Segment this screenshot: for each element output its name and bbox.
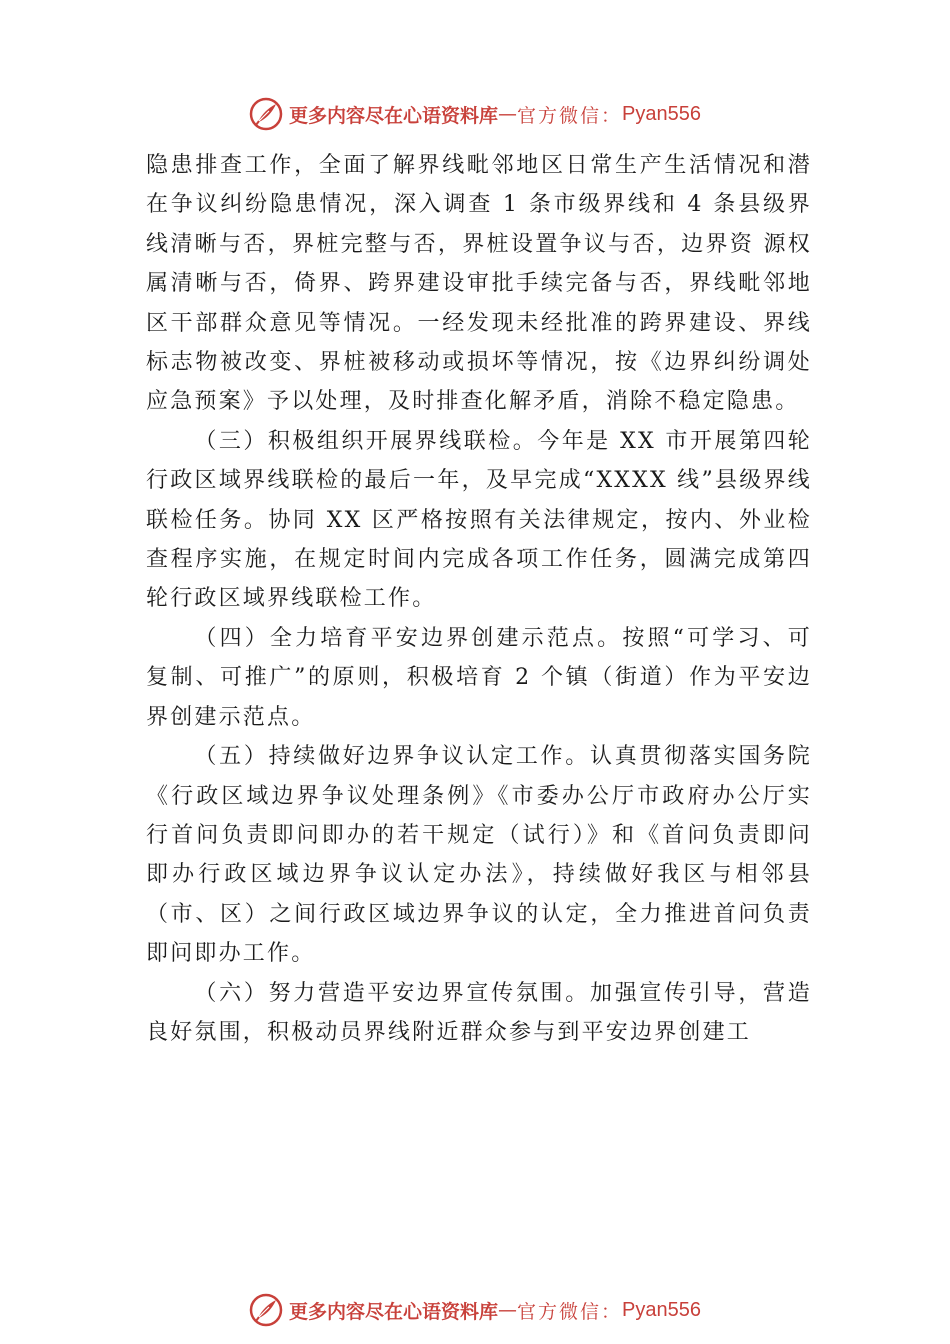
watermark-wechat-id: Pyan556 [622, 102, 701, 125]
paragraph-section-6: （六）努力营造平安边界宣传氛围。加强宣传引导，营造良好氛围，积极动员界线附近群众参与到平安边界创建工 [146, 980, 812, 1045]
feather-seal-icon [249, 1293, 283, 1327]
paragraph-section-5: （五）持续做好边界争议认定工作。认真贯彻落实国务院《行政区域边界争议处理条例》《市委办公厅市政府办公厅实行首问负责即问即办的若干规定（试行）》和《首问负责即问即办行政区域边界争议认定办法》，持续做好我区与相邻县（市、区）之间行政区域边界争议的认定，全力推进首问负责即问即办工作。 [146, 744, 812, 967]
watermark-separator: — [498, 103, 518, 125]
paragraph-continuation: 隐患排查工作，全面了解界线毗邻地区日常生产生活情况和潜在争议纠纷隐患情况，深入调查 1 条市级界线和 4 条县级界线清晰与否，界桩完整与否，界桩设置争议与否，边界资 源权属清晰与否，倚界、跨界建设审批手续完备与否，界线毗邻地区干部群众意见等情况。一经发现未经批准的跨界建设、界线标志物被改变、界桩被移动或损坏等情况，按《边界纠纷调处应急预案》予以处理，及时排查化解矛盾，消除不稳定隐患。 [146, 153, 812, 415]
document-body [146, 146, 812, 1052]
header-watermark [0, 94, 950, 134]
watermark-label: 官方微信： [517, 1300, 623, 1323]
watermark-wechat-id: Pyan556 [622, 1298, 701, 1321]
watermark-brand: 更多内容尽在心语资料库 [289, 1300, 499, 1323]
paragraph-section-4: （四）全力培育平安边界创建示范点。按照“可学习、可复制、可推广”的原则，积极培育 2 个镇（街道）作为平安边界创建示范点。 [146, 625, 812, 730]
watermark-brand: 更多内容尽在心语资料库 [289, 104, 499, 127]
paragraph-section-3: （三）积极组织开展界线联检。今年是 XX 市开展第四轮行政区域界线联检的最后一年，及早完成“XXXX 线”县级界线联检任务。协同 XX 区严格按照有关法律规定，按内、外业检查程序实施，在规定时间内完成各项工作任务，圆满完成第四轮行政区域界线联检工作。 [146, 428, 812, 612]
feather-seal-icon [249, 97, 283, 131]
watermark-separator: — [498, 1299, 518, 1321]
footer-watermark [0, 1290, 950, 1330]
watermark-label: 官方微信： [517, 104, 623, 127]
